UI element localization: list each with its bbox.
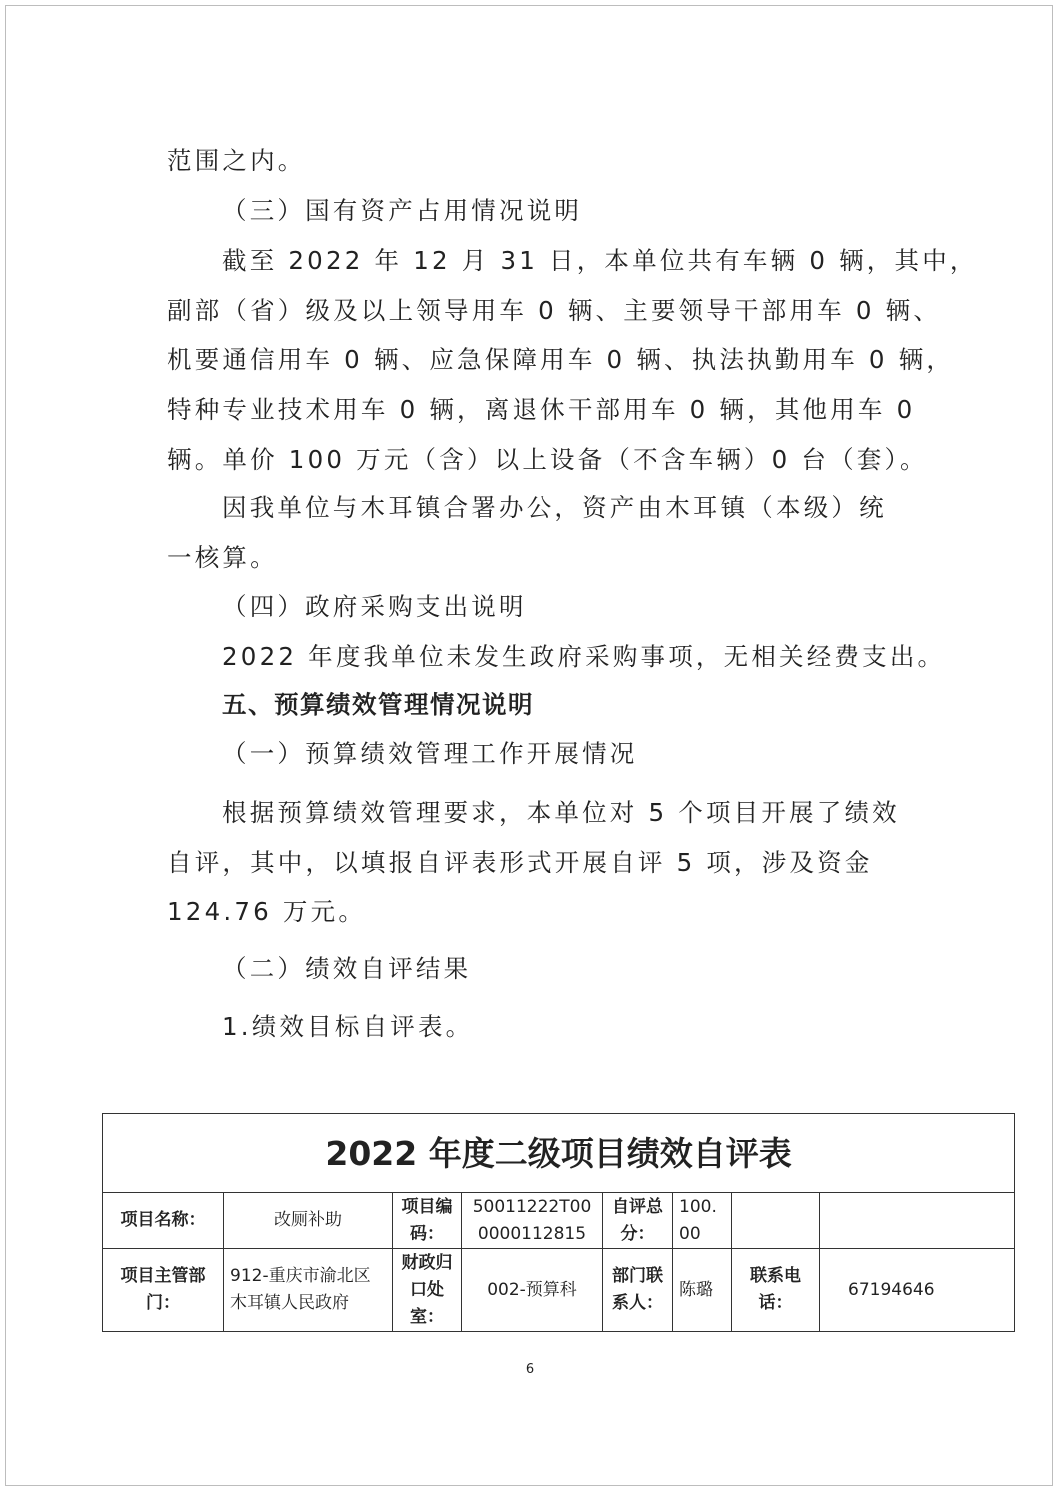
phone-label: 联系电话： <box>732 1249 820 1332</box>
empty-cell <box>820 1193 1015 1249</box>
empty-cell <box>732 1193 820 1249</box>
performance-table <box>102 1113 1015 1332</box>
section-heading: （一）预算绩效管理工作开展情况 <box>222 739 638 768</box>
paragraph-line: 1.绩效目标自评表。 <box>222 1012 474 1041</box>
paragraph-line: 2022 年度我单位未发生政府采购事项，无相关经费支出。 <box>222 642 946 671</box>
paragraph-line: 副部（省）级及以上领导用车 0 辆、主要领导干部用车 0 辆、 <box>167 296 942 325</box>
project-code-label: 项目编码： <box>393 1193 462 1249</box>
table-title: 2022 年度二级项目绩效自评表 <box>103 1114 1015 1193</box>
finance-office-value: 002-预算科 <box>462 1249 603 1332</box>
paragraph-line: 根据预算绩效管理要求，本单位对 5 个项目开展了绩效 <box>222 798 900 827</box>
contact-label: 部门联系人： <box>603 1249 673 1332</box>
section-heading: （四）政府采购支出说明 <box>222 592 527 621</box>
paragraph-line: 机要通信用车 0 辆、应急保障用车 0 辆、执法执勤用车 0 辆， <box>167 345 955 374</box>
dept-label: 项目主管部门： <box>103 1249 224 1332</box>
paragraph-line: 范围之内。 <box>167 146 306 175</box>
paragraph-line: 截至 2022 年 12 月 31 日，本单位共有车辆 0 辆，其中， <box>222 246 978 275</box>
section-heading: （三）国有资产占用情况说明 <box>222 196 583 225</box>
contact-value: 陈璐 <box>673 1249 732 1332</box>
project-code-value: 50011222T000000112815 <box>462 1193 603 1249</box>
score-label: 自评总分： <box>603 1193 673 1249</box>
page-number: 6 <box>525 1362 535 1377</box>
score-value: 100.00 <box>673 1193 732 1249</box>
project-name-label: 项目名称： <box>103 1193 224 1249</box>
phone-value: 67194646 <box>820 1249 1015 1332</box>
dept-value: 912-重庆市渝北区木耳镇人民政府 <box>224 1249 393 1332</box>
paragraph-line: 辆。单价 100 万元（含）以上设备（不含车辆）0 台（套）。 <box>167 445 928 474</box>
paragraph-line: 一核算。 <box>167 543 278 572</box>
paragraph-line: 特种专业技术用车 0 辆，离退休干部用车 0 辆，其他用车 0 <box>167 395 916 424</box>
project-name-value: 改厕补助 <box>224 1193 393 1249</box>
section-heading: （二）绩效自评结果 <box>222 954 472 983</box>
paragraph-line: 自评，其中，以填报自评表形式开展自评 5 项，涉及资金 <box>167 848 873 877</box>
paragraph-line: 124.76 万元。 <box>167 897 367 926</box>
finance-office-label: 财政归口处室： <box>393 1249 462 1332</box>
paragraph-line: 因我单位与木耳镇合署办公，资产由木耳镇（本级）统 <box>222 493 887 522</box>
chapter-heading: 五、预算绩效管理情况说明 <box>222 690 534 719</box>
